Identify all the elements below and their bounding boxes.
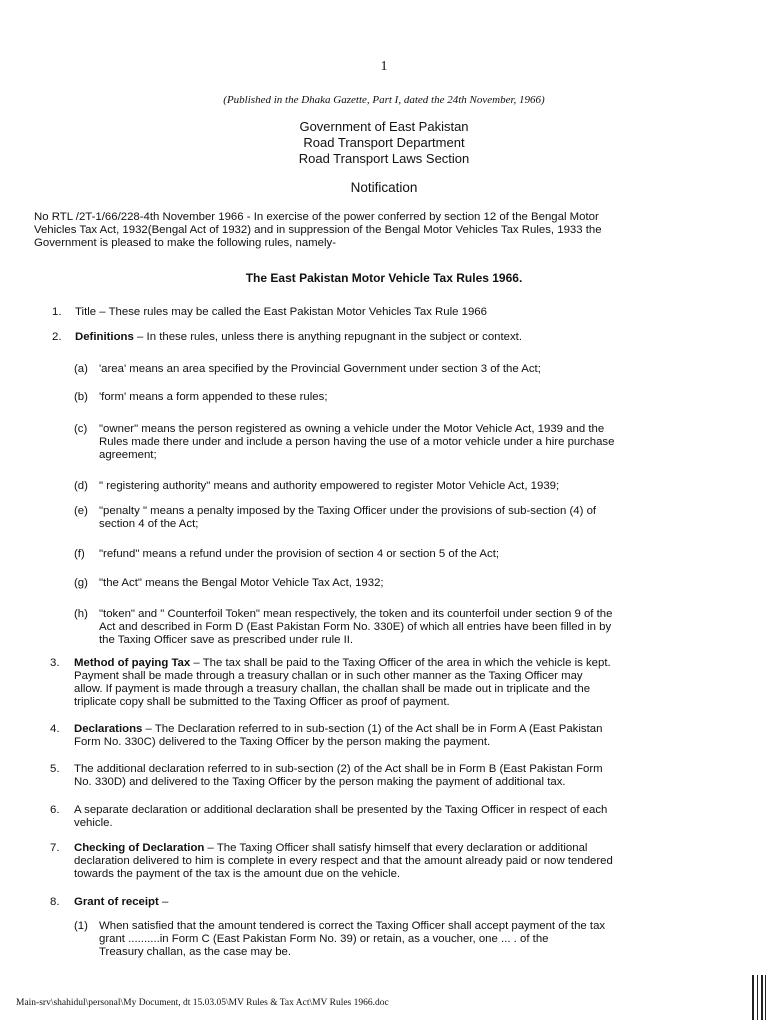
preamble-line: Government is pleased to make the following rules, namely- bbox=[34, 237, 336, 249]
definition-b: 'form' means a form appended to these rules; bbox=[99, 391, 328, 403]
rule-heading: Grant of receipt bbox=[74, 896, 159, 908]
scan-edge-mark bbox=[757, 975, 758, 1020]
rule-text: – The tax shall be paid to the Taxing Officer of the area in which the vehicle is kept. bbox=[190, 657, 611, 669]
rule-text-line: allow. If payment is made through a treasury challan, the challan shall be made out in triplicate and the bbox=[74, 683, 591, 695]
definition-line: "token" and " Counterfoil Token" mean respectively, the token and its counterfoil under section 9 of the bbox=[99, 608, 613, 620]
definition-label: (a) bbox=[74, 363, 88, 375]
rule-number: 4. bbox=[50, 723, 60, 735]
definition-label: (f) bbox=[74, 548, 85, 560]
publication-note: (Published in the Dhaka Gazette, Part I, dated the 24th November, 1966) bbox=[223, 94, 545, 106]
receipt-line: grant ..........in Form C (East Pakistan Form No. 39) or retain, as a voucher, one ... . of the bbox=[99, 933, 549, 945]
scan-edge-mark bbox=[752, 975, 754, 1020]
header-line-section: Road Transport Laws Section bbox=[298, 151, 470, 166]
rule-text-line: triplicate copy shall be submitted to the Taxing Officer as proof of payment. bbox=[74, 696, 450, 708]
definition-line: "owner" means the person registered as owning a vehicle under the Motor Vehicle Act, 1939 and the bbox=[99, 423, 605, 435]
rule-5 bbox=[74, 763, 603, 789]
rule-text-line: Payment shall be made through a treasury challan or in such other manner as the Taxing Officer may bbox=[74, 670, 583, 682]
definition-line: section 4 of the Act; bbox=[99, 518, 199, 530]
rule-text-line: The additional declaration referred to in sub-section (2) of the Act shall be in Form B (East Pakistan Form bbox=[74, 763, 603, 775]
scan-edge-mark bbox=[761, 975, 763, 1020]
rules-title: The East Pakistan Motor Vehicle Tax Rules 1966. bbox=[245, 271, 523, 285]
rule-text: – The Taxing Officer shall satisfy himself that every declaration or additional bbox=[204, 842, 588, 854]
rule-number: 7. bbox=[50, 842, 60, 854]
rule-number: 8. bbox=[50, 896, 60, 908]
definition-c bbox=[99, 423, 614, 462]
rule-text-line: Form No. 330C) delivered to the Taxing Officer by the person making the payment. bbox=[74, 736, 491, 748]
rule-3 bbox=[74, 657, 611, 709]
rule-text: – The Declaration referred to in sub-section (1) of the Act shall be in Form A (East Pakistan bbox=[142, 723, 603, 735]
rule-7 bbox=[74, 842, 613, 881]
rule-heading: Checking of Declaration bbox=[74, 842, 205, 854]
rule-text-line: No. 330D) and delivered to the Taxing Officer by the person making the payment of additional tax. bbox=[74, 776, 566, 788]
rule-number: 3. bbox=[50, 657, 60, 669]
footer-path: Main-srv\shahidul\personal\My Document, dt 15.03.05\MV Rules & Tax Act\MV Rules 1966.doc bbox=[16, 998, 389, 1008]
scan-edge-mark bbox=[765, 975, 766, 1020]
definition-label: (e) bbox=[74, 505, 88, 517]
header-block bbox=[0, 119, 768, 167]
definition-label: (g) bbox=[74, 577, 88, 589]
definition-d: " registering authority" means and authority empowered to register Motor Vehicle Act, 1939; bbox=[99, 480, 560, 492]
notification-title: Notification bbox=[350, 180, 418, 195]
rule-text-line: vehicle. bbox=[74, 817, 113, 829]
definition-line: "penalty " means a penalty imposed by the Taxing Officer under the provisions of sub-section (4) of bbox=[99, 505, 597, 517]
definition-label: (b) bbox=[74, 391, 88, 403]
rule-text: – bbox=[158, 896, 169, 908]
definition-label: (h) bbox=[74, 608, 88, 620]
definition-g: "the Act" means the Bengal Motor Vehicle Tax Act, 1932; bbox=[99, 577, 384, 589]
rule-number: 2. bbox=[52, 331, 62, 343]
rule-number: 5. bbox=[50, 763, 60, 775]
definition-line: Act and described in Form D (East Pakistan Form No. 330E) of which all entries have been filled in by bbox=[99, 621, 612, 633]
definition-e bbox=[99, 505, 596, 531]
preamble bbox=[34, 211, 754, 250]
rule-text-line: A separate declaration or additional declaration shall be presented by the Taxing Officer in respect of each bbox=[74, 804, 608, 816]
receipt-clause bbox=[99, 920, 605, 959]
page-number: 1 bbox=[380, 59, 388, 74]
header-line-government: Government of East Pakistan bbox=[299, 119, 469, 134]
rule-2 bbox=[75, 331, 522, 344]
definition-label: (d) bbox=[74, 480, 88, 492]
receipt-label: (1) bbox=[74, 920, 88, 932]
rule-heading: Title bbox=[75, 306, 97, 318]
rule-heading: Definitions bbox=[75, 331, 134, 343]
rule-number: 6. bbox=[50, 804, 60, 816]
definition-h bbox=[99, 608, 612, 647]
rule-1 bbox=[75, 306, 487, 319]
definition-f: "refund" means a refund under the provision of section 4 or section 5 of the Act; bbox=[99, 548, 500, 560]
rule-6 bbox=[74, 804, 607, 830]
receipt-line: Treasury challan, as the case may be. bbox=[99, 946, 292, 958]
rule-text-line: towards the payment of the tax is the amount due on the vehicle. bbox=[74, 868, 401, 880]
definition-line: agreement; bbox=[99, 449, 157, 461]
rule-text-line: declaration delivered to him is complete in every respect and that the amount already paid or now tendered bbox=[74, 855, 613, 867]
rule-text: – These rules may be called the East Pakistan Motor Vehicles Tax Rule 1966 bbox=[96, 306, 487, 318]
definition-label: (c) bbox=[74, 423, 88, 435]
preamble-line: Vehicles Tax Act, 1932(Bengal Act of 1932) and in suppression of the Bengal Motor Vehicles Tax Rules, 1933 the bbox=[34, 224, 602, 236]
receipt-line: When satisfied that the amount tendered is correct the Taxing Officer shall accept payment of the tax bbox=[99, 920, 606, 932]
rule-heading: Declarations bbox=[74, 723, 143, 735]
definition-line: Rules made there under and include a person having the use of a motor vehicle under a hire purchase bbox=[99, 436, 615, 448]
rule-8 bbox=[74, 896, 168, 909]
preamble-line: No RTL /2T-1/66/228-4th November 1966 - In exercise of the power conferred by section 12 of the Bengal Motor bbox=[34, 211, 599, 223]
definition-line: the Taxing Officer save as prescribed under rule II. bbox=[99, 634, 354, 646]
rule-4 bbox=[74, 723, 602, 749]
rule-number: 1. bbox=[52, 306, 62, 318]
rule-text: – In these rules, unless there is anything repugnant in the subject or context. bbox=[133, 331, 523, 343]
definition-a: 'area' means an area specified by the Provincial Government under section 3 of the Act; bbox=[99, 363, 541, 375]
header-line-department: Road Transport Department bbox=[303, 135, 465, 150]
rule-heading: Method of paying Tax bbox=[74, 657, 191, 669]
